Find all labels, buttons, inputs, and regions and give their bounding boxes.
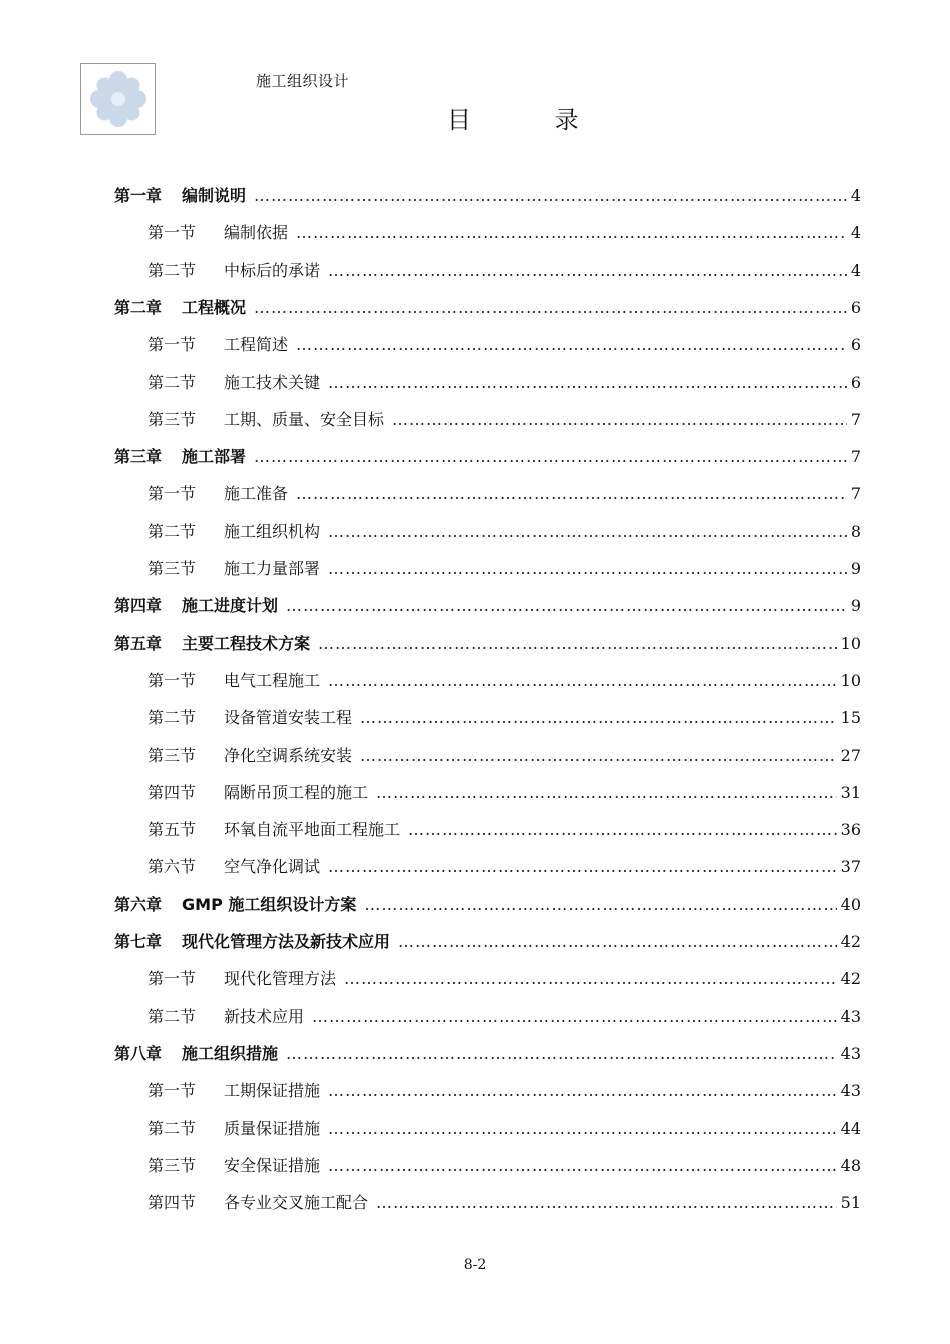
toc-chapter-entry[interactable] [114, 446, 861, 468]
toc-chapter-entry[interactable] [114, 633, 861, 655]
toc-dot-leader [286, 1043, 837, 1065]
page-number: 8-2 [463, 1257, 487, 1273]
toc-entry-page: 10 [840, 671, 861, 690]
toc-dot-leader [254, 185, 847, 207]
toc-chapter-entry[interactable] [114, 931, 861, 953]
toc-entry-page: 6 [850, 335, 861, 354]
toc-entry-number: 第一节 [148, 484, 197, 503]
toc-entry-page: 6 [850, 298, 861, 317]
toc-entry-page: 9 [850, 596, 861, 615]
toc-entry-title: 隔断吊顶工程的施工 [224, 783, 369, 802]
toc-entry-number: 第一节 [148, 671, 197, 690]
toc-entry-title: 编制依据 [224, 223, 289, 242]
toc-entry-title: 设备管道安装工程 [224, 708, 353, 727]
toc-entry-title: 现代化管理方法 [224, 969, 337, 988]
toc-chapter-entry[interactable] [114, 185, 861, 207]
toc-entry-number: 第二节 [148, 1007, 197, 1026]
toc-entry-page: 43 [840, 1007, 861, 1026]
toc-entry-number: 第四章 [114, 596, 163, 615]
toc-section-entry[interactable] [148, 819, 861, 841]
toc-entry-number: 第三节 [148, 746, 197, 765]
toc-entry-number: 第七章 [114, 932, 163, 951]
toc-entry-title: 编制说明 [182, 186, 247, 205]
toc-section-entry[interactable] [148, 707, 861, 729]
toc-entry-number: 第四节 [148, 1193, 197, 1212]
toc-entry-page: 43 [840, 1081, 861, 1100]
toc-section-entry[interactable] [148, 521, 861, 543]
toc-entry-title: 质量保证措施 [224, 1119, 321, 1138]
toc-entry-title: 工程简述 [224, 335, 289, 354]
toc-entry-page: 7 [850, 484, 861, 503]
toc-entry-title: 电气工程施工 [224, 671, 321, 690]
toc-dot-leader [328, 856, 837, 878]
toc-entry-title: 施工进度计划 [182, 596, 279, 615]
toc-entry-title: 各专业交叉施工配合 [224, 1193, 369, 1212]
toc-entry-page: 42 [840, 932, 861, 951]
toc-dot-leader [286, 595, 847, 617]
toc-dot-leader [328, 521, 847, 543]
toc-entry-number: 第一章 [114, 186, 163, 205]
toc-entry-title: 新技术应用 [224, 1007, 305, 1026]
toc-dot-leader [392, 409, 847, 431]
toc-dot-leader [408, 819, 837, 841]
toc-entry-title: 安全保证措施 [224, 1156, 321, 1175]
toc-entry-page: 9 [850, 559, 861, 578]
toc-chapter-entry[interactable] [114, 595, 861, 617]
toc-entry-page: 27 [840, 746, 861, 765]
toc-dot-leader [296, 334, 847, 356]
toc-section-entry[interactable] [148, 1192, 861, 1214]
toc-section-entry[interactable] [148, 222, 861, 244]
page-title: 目 录 [447, 106, 617, 134]
toc-entry-page: 8 [850, 522, 861, 541]
toc-entry-number: 第一节 [148, 1081, 197, 1100]
toc-dot-leader [328, 372, 847, 394]
toc-entry-page: 43 [840, 1044, 861, 1063]
toc-section-entry[interactable] [148, 968, 861, 990]
toc-entry-title: 工程概况 [182, 298, 247, 317]
toc-entry-number: 第六章 [114, 895, 163, 914]
toc-dot-leader [360, 745, 837, 767]
toc-entry-page: 37 [840, 857, 861, 876]
toc-entry-number: 第二节 [148, 522, 197, 541]
toc-entry-title: 净化空调系统安装 [224, 746, 353, 765]
toc-entry-number: 第四节 [148, 783, 197, 802]
toc-entry-number: 第三节 [148, 1156, 197, 1175]
toc-dot-leader [344, 968, 837, 990]
toc-entry-title: 施工准备 [224, 484, 289, 503]
toc-entry-number: 第五节 [148, 820, 197, 839]
toc-dot-leader [312, 1006, 837, 1028]
toc-entry-number: 第八章 [114, 1044, 163, 1063]
toc-entry-title: 工期、质量、安全目标 [224, 410, 385, 429]
toc-entry-number: 第五章 [114, 634, 163, 653]
toc-entry-page: 42 [840, 969, 861, 988]
toc-entry-title: 工期保证措施 [224, 1081, 321, 1100]
toc-entry-number: 第三节 [148, 559, 197, 578]
toc-entry-title: 现代化管理方法及新技术应用 [182, 932, 391, 951]
toc-section-entry[interactable] [148, 1080, 861, 1102]
toc-entry-number: 第一节 [148, 335, 197, 354]
toc-entry-title: 主要工程技术方案 [182, 634, 311, 653]
toc-dot-leader [254, 446, 847, 468]
toc-entry-page: 4 [850, 261, 861, 280]
toc-entry-title: 施工部署 [182, 447, 247, 466]
toc-entry-number: 第二节 [148, 708, 197, 727]
toc-entry-title: GMP 施工组织设计方案 [182, 895, 357, 914]
toc-dot-leader [376, 782, 837, 804]
toc-entry-number: 第三节 [148, 410, 197, 429]
toc-dot-leader [398, 931, 837, 953]
toc-section-entry[interactable] [148, 558, 861, 580]
toc-section-entry[interactable] [148, 372, 861, 394]
toc-entry-number: 第二节 [148, 373, 197, 392]
toc-dot-leader [296, 483, 847, 505]
toc-entry-number: 第二章 [114, 298, 163, 317]
toc-entry-title: 施工组织机构 [224, 522, 321, 541]
toc-dot-leader [318, 633, 837, 655]
toc-entry-number: 第六节 [148, 857, 197, 876]
toc-section-entry[interactable] [148, 670, 861, 692]
toc-entry-page: 7 [850, 410, 861, 429]
toc-dot-leader [328, 1155, 837, 1177]
toc-chapter-entry[interactable] [114, 1043, 861, 1065]
toc-entry-number: 第三章 [114, 447, 163, 466]
toc-entry-title: 空气净化调试 [224, 857, 321, 876]
toc-entry-page: 51 [840, 1193, 861, 1212]
toc-section-entry[interactable] [148, 745, 861, 767]
toc-chapter-entry[interactable] [114, 297, 861, 319]
toc-entry-number: 第一节 [148, 223, 197, 242]
toc-entry-title: 施工力量部署 [224, 559, 321, 578]
toc-entry-page: 6 [850, 373, 861, 392]
toc-section-entry[interactable] [148, 1006, 861, 1028]
toc-entry-number: 第二节 [148, 261, 197, 280]
toc-entry-number: 第二节 [148, 1119, 197, 1138]
toc-section-entry[interactable] [148, 1155, 861, 1177]
toc-entry-page: 44 [840, 1119, 861, 1138]
toc-section-entry[interactable] [148, 483, 861, 505]
toc-section-entry[interactable] [148, 409, 861, 431]
document-header: 施工组织设计 [256, 72, 350, 90]
toc-section-entry[interactable] [148, 334, 861, 356]
toc-dot-leader [360, 707, 837, 729]
toc-dot-leader [254, 297, 847, 319]
toc-section-entry[interactable] [148, 782, 861, 804]
toc-section-entry[interactable] [148, 1118, 861, 1140]
toc-entry-page: 48 [840, 1156, 861, 1175]
toc-entry-page: 10 [840, 634, 861, 653]
toc-dot-leader [296, 222, 847, 244]
toc-entry-title: 施工组织措施 [182, 1044, 279, 1063]
toc-dot-leader [328, 670, 837, 692]
toc-entry-page: 7 [850, 447, 861, 466]
toc-dot-leader [364, 894, 836, 916]
toc-section-entry[interactable] [148, 260, 861, 282]
toc-entry-page: 4 [850, 186, 861, 205]
toc-dot-leader [328, 260, 847, 282]
toc-dot-leader [376, 1192, 837, 1214]
toc-chapter-entry[interactable] [114, 894, 861, 916]
toc-entry-page: 40 [840, 895, 861, 914]
toc-entry-page: 31 [840, 783, 861, 802]
toc-entry-number: 第一节 [148, 969, 197, 988]
toc-dot-leader [328, 1118, 837, 1140]
toc-entry-page: 15 [840, 708, 861, 727]
toc-entry-title: 中标后的承诺 [224, 261, 321, 280]
toc-dot-leader [328, 558, 847, 580]
toc-entry-title: 施工技术关键 [224, 373, 321, 392]
toc-entry-page: 36 [840, 820, 861, 839]
toc-section-entry[interactable] [148, 856, 861, 878]
toc-entry-title: 环氧自流平地面工程施工 [224, 820, 401, 839]
toc-entry-page: 4 [850, 223, 861, 242]
toc-dot-leader [328, 1080, 837, 1102]
